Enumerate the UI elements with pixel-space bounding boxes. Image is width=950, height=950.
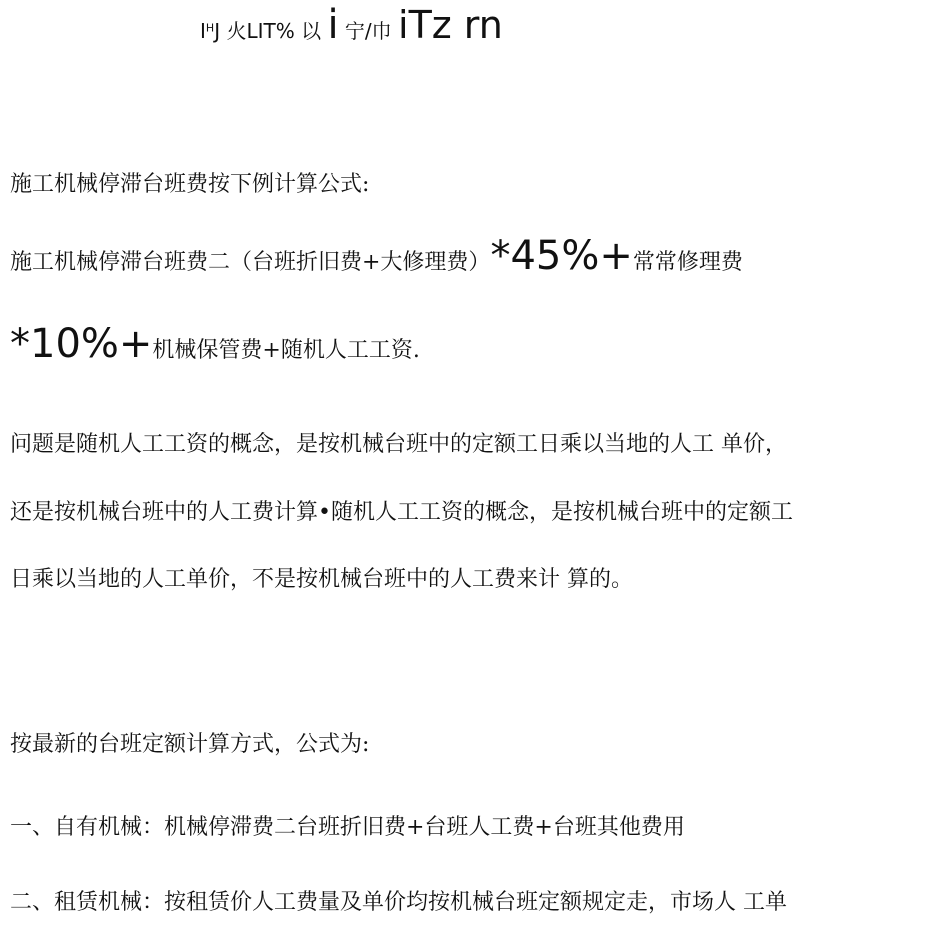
new-method-paragraph: 按最新的台班定额计算方式，公式为: xyxy=(10,732,370,757)
formula-multiplier-45: *45%+ xyxy=(490,233,633,279)
intro-paragraph: 施工机械停滞台班费按下例计算公式: xyxy=(10,172,370,197)
header-fragment-4: i xyxy=(327,2,339,48)
question-line-1: 问题是随机人工工资的概念，是按机械台班中的定额工日乘以当地的人工 单价， xyxy=(10,432,787,457)
header-fragment-5: 宁/巾 xyxy=(338,19,399,43)
formula-line-2 xyxy=(10,321,420,367)
formula-text-c: 常常修理费 xyxy=(632,250,743,275)
formula-multiplier-10: *10%+ xyxy=(10,321,153,367)
header-fragment-sup: H xyxy=(205,21,215,35)
formula-text-e: 机械保管费+随机人工工资. xyxy=(152,338,420,363)
formula-text-a: 施工机械停滞台班费二（台班折旧费+大修理费） xyxy=(10,250,491,275)
garbled-header xyxy=(200,2,503,48)
header-fragment-1: I xyxy=(200,19,206,43)
list-item-owned-machinery: 一、自有机械：机械停滞费二台班折旧费+台班人工费+台班其他费用 xyxy=(10,815,685,840)
list-item-leased-machinery: 二、租赁机械：按租赁价人工费量及单价均按机械台班定额规定走，市场人 工单 xyxy=(10,890,787,915)
question-line-3: 日乘以当地的人工单价，不是按机械台班中的人工费来计 算的。 xyxy=(10,567,633,592)
header-fragment-2: J 火LIT% xyxy=(214,19,295,43)
formula-line-1 xyxy=(10,233,743,279)
header-fragment-6: iTz rn xyxy=(398,3,503,47)
question-line-2: 还是按机械台班中的人工费计算•随机人工工资的概念，是按机械台班中的定额工 xyxy=(10,500,793,525)
header-fragment-3: 以 xyxy=(294,19,328,43)
